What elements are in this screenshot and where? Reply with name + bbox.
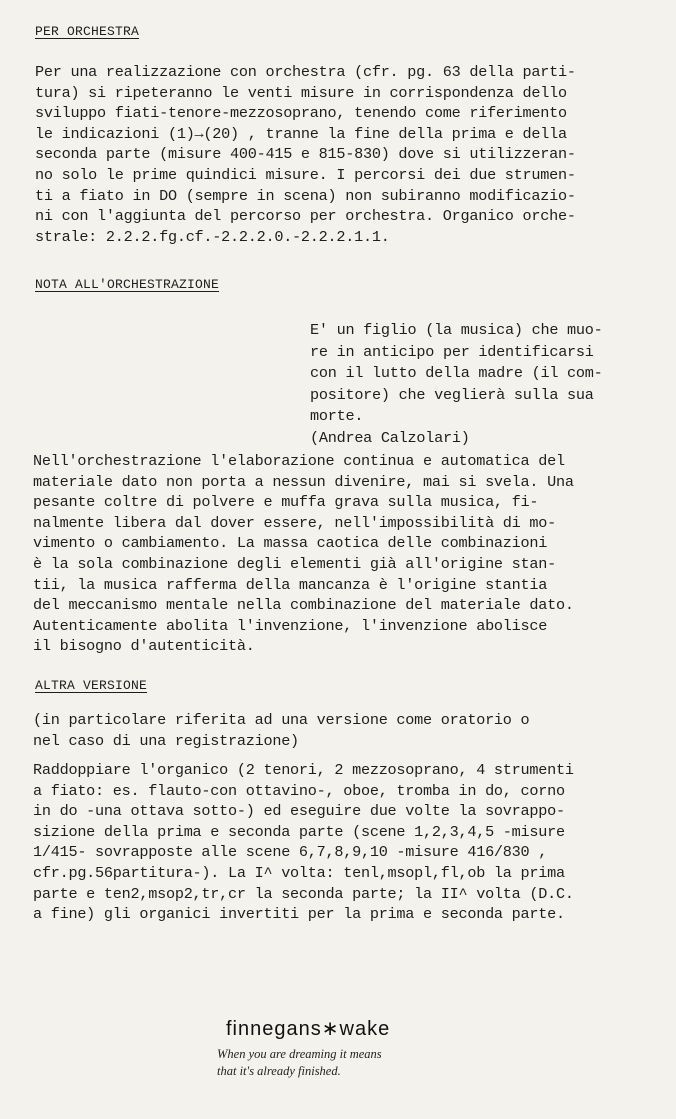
text-line: no solo le prime quindici misure. I percorsi dei due strumen- xyxy=(35,165,576,184)
text-line: a fiato: es. flauto-con ottavino-, oboe, tromba in do, corno xyxy=(33,781,565,800)
footer-tagline xyxy=(217,1046,382,1080)
text-line: positore) che veglierà sulla sua xyxy=(310,385,594,404)
text-line: a fine) gli organici invertiti per la prima e seconda parte. xyxy=(33,905,565,924)
paragraph-altra-versione xyxy=(33,760,574,925)
text-line: sviluppo fiati-tenore-mezzosoprano, tenendo come riferimento xyxy=(35,104,567,123)
paragraph-altra-intro xyxy=(33,710,529,751)
text-line: pesante coltre di polvere e muffa grava sulla musica, fi- xyxy=(33,493,539,512)
text-line: le indicazioni (1)→(20) , tranne la fine della prima e della xyxy=(35,124,567,143)
heading-altra-versione: ALTRA VERSIONE xyxy=(35,678,148,693)
text-line: cfr.pg.56partitura-). La I^ volta: tenl,msopl,fl,ob la prima xyxy=(33,863,565,882)
text-line: (in particolare riferita ad una versione come oratorio o xyxy=(33,711,530,729)
text-line: con il lutto della madre (il com- xyxy=(310,364,603,382)
text-line: in do -una ottava sotto-) ed eseguire due volte la sovrappo- xyxy=(33,802,565,821)
text-line: sizione della prima e seconda parte (scene 1,2,3,4,5 -misure xyxy=(33,822,565,841)
heading-per-orchestra: PER ORCHESTRA xyxy=(35,24,140,39)
text-line: il bisogno d'autenticità. xyxy=(33,637,255,656)
text-line: del meccanismo mentale nella combinazione del materiale dato. xyxy=(33,596,574,615)
text-line: Autenticamente abolita l'invenzione, l'invenzione abolisce xyxy=(33,616,548,635)
text-line: seconda parte (misure 400-415 e 815-830) dove si utilizzeran- xyxy=(35,145,576,164)
text-line: tii, la musica rafferma della mancanza è l'origine stantia xyxy=(33,575,548,594)
text-line: (Andrea Calzolari) xyxy=(310,428,470,447)
text-line: Per una realizzazione con orchestra (cfr. pg. 63 della parti- xyxy=(35,63,576,81)
text-line: nel caso di una registrazione) xyxy=(33,731,299,750)
text-line: When you are dreaming it means xyxy=(217,1047,382,1061)
text-line: E' un figlio (la musica) che muo- xyxy=(310,321,603,339)
paragraph-nota xyxy=(33,451,574,657)
epigraph-quote xyxy=(310,320,603,449)
text-line: Nell'orchestrazione l'elaborazione continua e automatica del xyxy=(33,452,565,470)
text-line: re in anticipo per identificarsi xyxy=(310,342,594,361)
text-line: nalmente libera dal dover essere, nell'impossibilità di mo- xyxy=(33,513,556,532)
text-line: Raddoppiare l'organico (2 tenori, 2 mezzosoprano, 4 strumenti xyxy=(33,761,574,779)
finnegans-wake-logo: finnegans∗wake xyxy=(226,1018,391,1040)
text-line: ti a fiato in DO (sempre in scena) non subiranno modificazio- xyxy=(35,186,576,205)
text-line: morte. xyxy=(310,407,364,425)
text-line: materiale dato non porta a nessun divenire, mai si svela. Una xyxy=(33,472,574,491)
heading-nota-orchestrazione: NOTA ALL'ORCHESTRAZIONE xyxy=(35,277,220,292)
text-line: that it's already finished. xyxy=(217,1064,341,1078)
text-line: parte e ten2,msop2,tr,cr la seconda parte; la II^ volta (D.C. xyxy=(33,884,574,903)
text-line: vimento o cambiamento. La massa caotica delle combinazioni xyxy=(33,534,548,553)
text-line: ni con l'aggiunta del percorso per orchestra. Organico orche- xyxy=(35,207,576,226)
paragraph-per-orchestra xyxy=(35,62,576,247)
text-line: tura) si ripeteranno le venti misure in corrispondenza dello xyxy=(35,83,567,102)
text-line: è la sola combinazione degli elementi già all'origine stan- xyxy=(33,554,556,573)
text-line: strale: 2.2.2.fg.cf.-2.2.2.0.-2.2.2.1.1. xyxy=(35,227,390,246)
text-line: 1/415- sovrapposte alle scene 6,7,8,9,10 -misure 416/830 , xyxy=(33,843,548,862)
